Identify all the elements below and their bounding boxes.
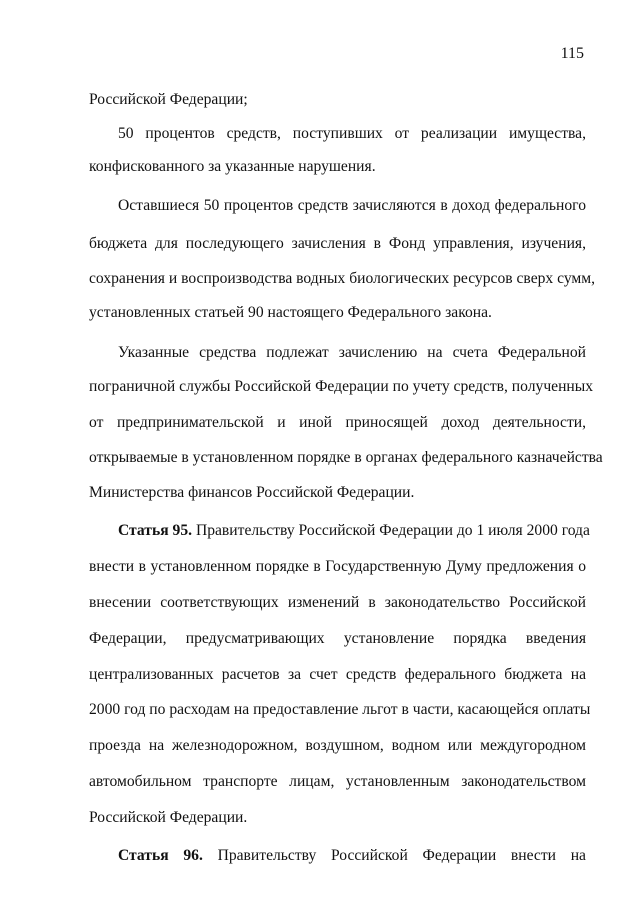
article-95-heading: Статья 95. — [118, 522, 193, 539]
text-line: Правительству Российской Федерации до 1 июля 2000 года — [195, 522, 590, 539]
text-line: открываемые в установленном порядке в органах федерального казначейства — [89, 449, 603, 466]
article-96-first-line — [118, 846, 586, 866]
article-96-heading: Статья 96. — [118, 847, 203, 864]
text-line: проезда на железнодорожном, воздушном, водном или междугородном — [89, 737, 586, 754]
text-line: 2000 год по расходам на предоставление льгот в части, касающейся оплаты — [89, 701, 591, 718]
text-line: от предпринимательской и иной приносящей доход деятельности, — [89, 414, 586, 431]
text-line: внести в установленном порядке в Государственную Думу предложения о — [89, 558, 586, 575]
text-line: сохранения и воспроизводства водных биологических ресурсов сверх сумм, — [89, 270, 596, 287]
text-line: Российской Федерации. — [89, 809, 248, 826]
text-line: Федерации, предусматривающих установление порядка введения — [89, 630, 586, 647]
text-line: установленных статьей 90 настоящего Федерального закона. — [89, 304, 492, 321]
text-line: Указанные средства подлежат зачислению на счета Федеральной — [118, 344, 586, 361]
text-line: централизованных расчетов за счет средств федерального бюджета на — [89, 666, 586, 683]
text-line: Правительству Российской Федерации внести на — [217, 847, 586, 864]
text-line: автомобильном транспорте лицам, установленным законодательством — [89, 773, 586, 790]
text-line: Оставшиеся 50 процентов средств зачисляются в доход федерального — [118, 197, 586, 214]
article-95-first-line — [118, 521, 590, 541]
page-number: 115 — [560, 45, 584, 62]
text-line: 50 процентов средств, поступивших от реализации имущества, — [118, 125, 586, 142]
text-line: конфискованного за указанные нарушения. — [89, 158, 376, 175]
text-line: пограничной службы Российской Федерации по учету средств, полученных — [89, 378, 594, 395]
text-line: бюджета для последующего зачисления в Фонд управления, изучения, — [89, 235, 586, 252]
text-line: Российской Федерации; — [89, 91, 248, 108]
text-line: внесении соответствующих изменений в законодательство Российской — [89, 594, 586, 611]
text-line: Министерства финансов Российской Федерации. — [89, 484, 415, 501]
